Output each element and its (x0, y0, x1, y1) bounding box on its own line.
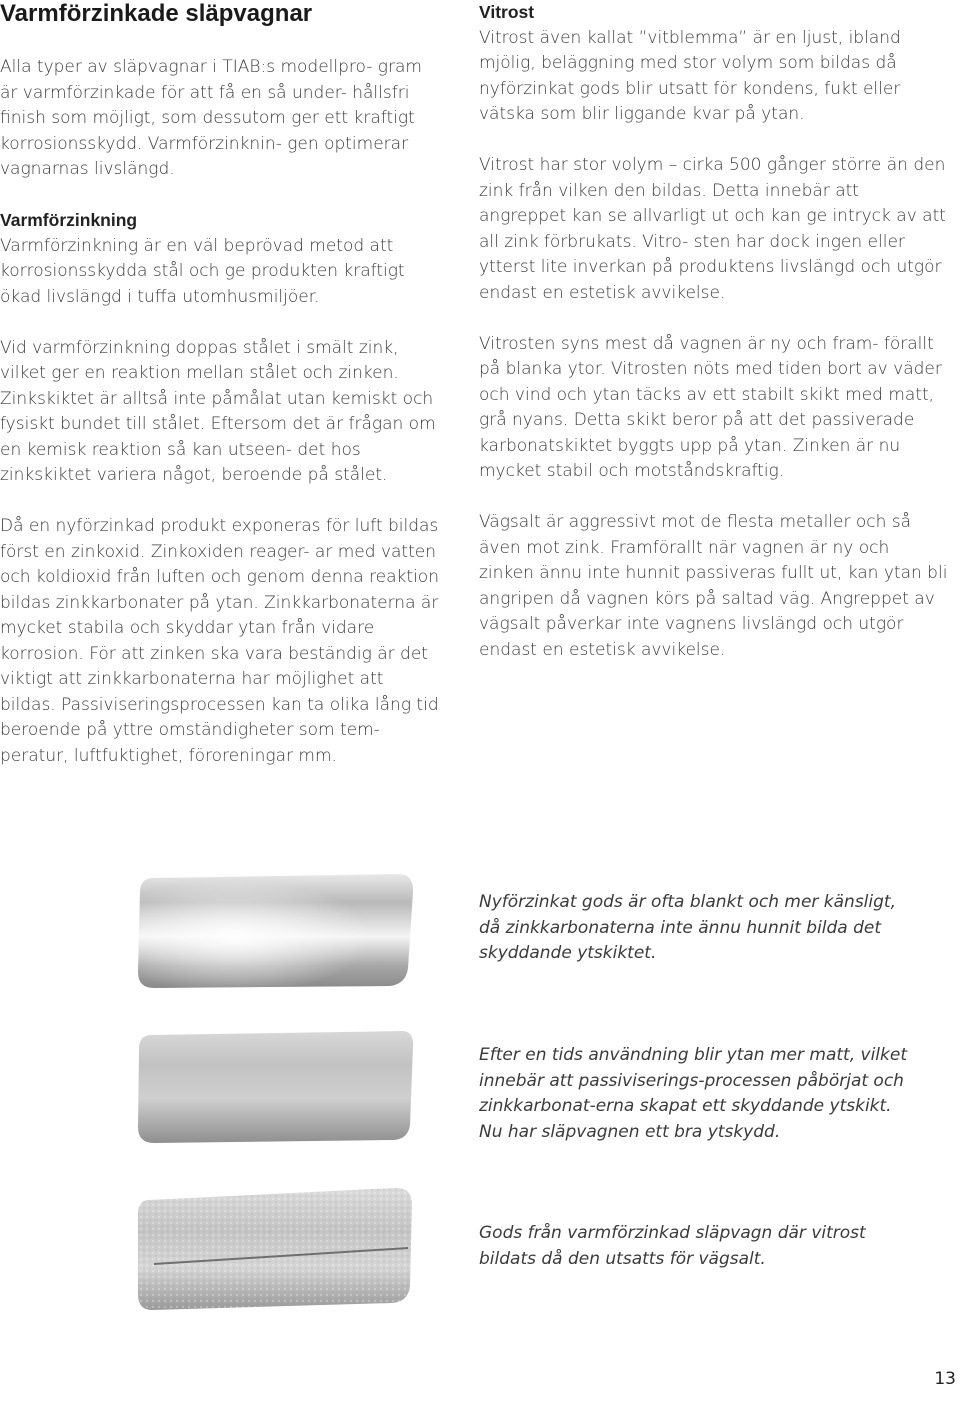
caption-shiny-zinc: Nyförzinkat gods är ofta blankt och mer känsligt, då zinkkarbonaterna inte ännu hunnit bilda det skyddande ytskiktet. (479, 892, 896, 963)
caption-white-rust: Gods från varmförzinkad släpvagn där vitrost bildats då den utsatts för vägsalt. (479, 1223, 866, 1269)
section-heading-varmforzinkning: Varmförzinkning (0, 210, 138, 230)
paragraph: Vid varmförzinkning doppas stålet i smält zink, vilket ger en reaktion mellan stålet och zinken. Zinkskiktet är alltså inte påmålat utan kemiskt och fysiskt bundet till stålet. Eftersom det är frågan om en kemisk reaktion så kan utseen- det hos zinkskiktet variera något, beroende på stålet. (0, 337, 436, 485)
matt-zinc-sample-image (134, 1027, 416, 1145)
paragraph: Varmförzinkning är en väl beprövad metod att korrosionsskydda stål och ge produkten kraftigt ökad livslängd i tuffa utomhusmiljöer. (0, 235, 405, 307)
paragraph: Vitrosten syns mest då vagnen är ny och fram- förallt på blanka ytor. Vitrosten nöts med tiden bort av väder och vind och ytan täcks av ett stabilt skikt med matt, grå nyans. Detta skikt beror på att det passiverade karbonatskiktet byggts upp på ytan. Zinken är nu mycket stabil och motståndskraftig. (479, 333, 942, 481)
caption-matt-zinc: Efter en tids användning blir ytan mer matt, vilket innebär att passiviserings-processen påbörjat och zinkkarbonat-erna skapat ett skyddande ytskikt. Nu har släpvagnen ett bra ytskydd. (479, 1045, 907, 1142)
shiny-zinc-sample-image (134, 872, 416, 990)
paragraph: Vägsalt är aggressivt mot de flesta metaller och så även mot zink. Framförallt när vagnen är ny och zinken ännu inte hunnit passiveras fullt ut, kan ytan bli angripen då vagnen körs på saltad väg. Angreppet av vägsalt påverkar inte vagnens livslängd och utgör endast en estetisk avvikelse. (479, 512, 948, 660)
right-column (479, 0, 949, 663)
intro-paragraph: Alla typer av släpvagnar i TIAB:s modellpro- gram är varmförzinkade för att få en så under- hållsfri finish som möjligt, som dessutom ger ett kraftigt korrosionsskydd. Varmförzinknin- gen optimerar vagnarnas livslängd. (0, 57, 422, 179)
page-title: Varmförzinkade släpvagnar (0, 0, 313, 27)
section-heading-vitrost: Vitrost (479, 2, 535, 22)
page-number: 13 (934, 1369, 956, 1389)
paragraph: Då en nyförzinkad produkt exponeras för luft bildas först en zinkoxid. Zinkoxiden reager- ar med vatten och koldioxid från luften och genom denna reaktion bildas zinkkarbonater på ytan. Zinkkarbonaterna är mycket stabila och skyddar ytan från vidare korrosion. För att zinken ska vara beständig är det viktigt att zinkkarbonaterna har möjlighet att bildas. Passiviseringsprocessen kan ta olika lång tid beroende på yttre omständigheter som tem- peratur, luftfuktighet, föroreningar mm. (0, 516, 439, 766)
paragraph: Vitrost även kallat ”vitblemma” är en ljust, ibland mjölig, beläggning med stor volym som bildas då nyförzinkat gods blir utsatt för kondens, fukt eller vätska som blir liggande kvar på ytan. (479, 27, 901, 124)
white-rust-sample-image (134, 1186, 416, 1304)
left-column (0, 0, 440, 769)
paragraph: Vitrost har stor volym – cirka 500 gånger större än den zink från vilken den bildas. Detta innebär att angreppet kan se allvarligt ut och kan ge intryck av att all zink förbrukats. Vitro- sten har dock ingen eller ytterst lite inverkan på produktens livslängd och utgör endast en estetisk avvikelse. (479, 155, 946, 303)
